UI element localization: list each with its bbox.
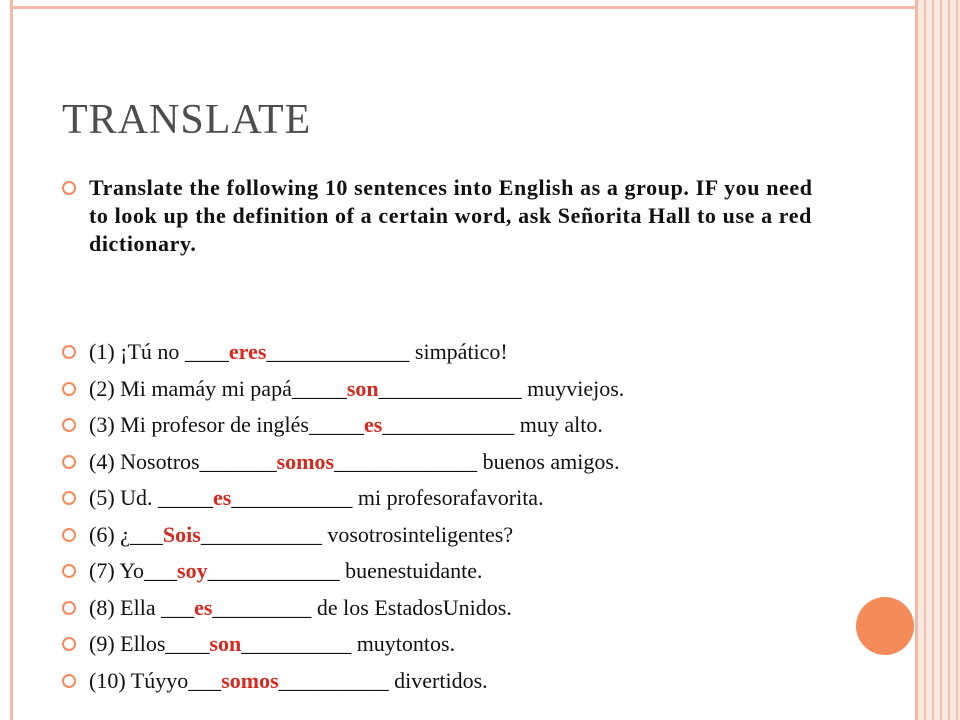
sentence-post: _________ de los EstadosUnidos. xyxy=(212,594,512,620)
list-item xyxy=(62,334,862,371)
list-item xyxy=(62,626,862,663)
sentence-post: _____________ buenos amigos. xyxy=(334,448,620,474)
list-item xyxy=(62,407,862,444)
bullet-icon xyxy=(62,601,76,615)
list-item xyxy=(62,444,862,481)
list-item xyxy=(62,663,862,700)
intro-block xyxy=(62,174,822,258)
decorative-stripes xyxy=(918,0,960,720)
slide-title: TRANSLATE xyxy=(62,97,312,143)
sentence-post: ____________ muy alto. xyxy=(382,412,603,437)
sentence-post: ____________ buenestuidante. xyxy=(207,558,483,583)
list-item xyxy=(62,480,862,517)
frame-top-border xyxy=(10,6,918,9)
intro-text: Translate the following 10 sentences into English as a group. IF you need to look up the definition of a certain word, ask Señorita Hall to use a red dictionary. xyxy=(89,175,813,256)
sentence-pre: (4) Nosotros_______ xyxy=(89,448,277,474)
sentence-pre: (2) Mi mamáy mi papá_____ xyxy=(89,375,347,401)
sentence-pre: (8) Ella ___ xyxy=(89,594,195,620)
sentence-answer: son xyxy=(346,375,379,401)
sentence-answer: son xyxy=(209,631,242,656)
bullet-icon xyxy=(62,528,76,542)
decorative-circle xyxy=(856,597,914,655)
bullet-icon xyxy=(62,674,76,688)
sentence-post: _____________ muyviejos. xyxy=(378,375,625,401)
sentence-pre: (9) Ellos____ xyxy=(89,631,210,656)
list-item xyxy=(62,517,862,554)
sentence-list xyxy=(62,334,862,699)
sentence-post: _____________ simpático! xyxy=(266,339,508,364)
list-item xyxy=(62,371,862,408)
sentence-post: ___________ vosotrosinteligentes? xyxy=(200,521,514,547)
sentence-pre: (7) Yo___ xyxy=(89,558,178,583)
bullet-icon xyxy=(62,345,76,359)
sentence-answer: es xyxy=(363,412,383,437)
frame-left-border xyxy=(10,0,13,720)
sentence-answer: eres xyxy=(228,339,267,364)
sentence-pre: (3) Mi profesor de inglés_____ xyxy=(89,412,364,437)
bullet-icon xyxy=(62,455,76,469)
list-item xyxy=(62,590,862,627)
sentence-post: ___________ mi profesorafavorita. xyxy=(231,485,544,510)
bullet-icon xyxy=(62,564,76,578)
sentence-pre: (5) Ud. _____ xyxy=(89,485,214,510)
bullet-icon xyxy=(62,181,76,195)
list-item xyxy=(62,553,862,590)
sentence-post: __________ divertidos. xyxy=(278,667,488,693)
sentence-pre: (1) ¡Tú no ____ xyxy=(89,339,229,364)
sentence-answer: somos xyxy=(276,448,335,474)
sentence-answer: soy xyxy=(177,558,208,583)
sentence-answer: es xyxy=(194,594,213,620)
bullet-icon xyxy=(62,418,76,432)
sentence-pre: (10) Túyyo___ xyxy=(89,667,222,693)
bullet-icon xyxy=(62,491,76,505)
bullet-icon xyxy=(62,382,76,396)
bullet-icon xyxy=(62,637,76,651)
sentence-answer: es xyxy=(213,485,232,510)
sentence-answer: somos xyxy=(221,667,279,693)
sentence-post: __________ muytontos. xyxy=(241,631,456,656)
sentence-pre: (6) ¿___ xyxy=(89,521,163,547)
sentence-answer: Sois xyxy=(162,521,201,547)
